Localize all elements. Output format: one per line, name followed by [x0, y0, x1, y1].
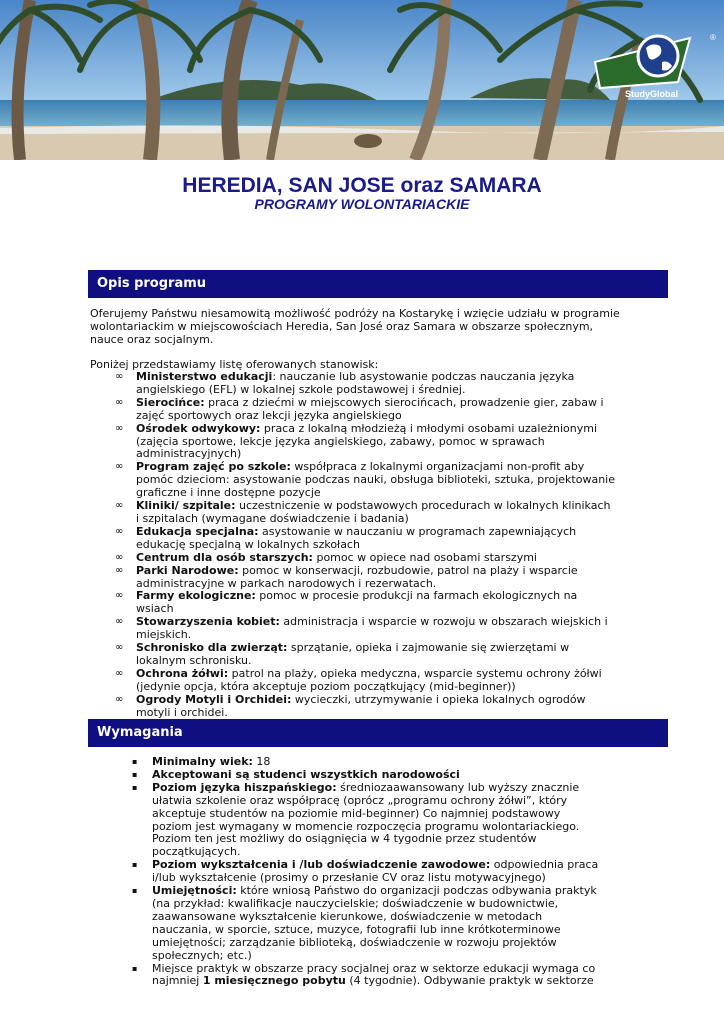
bullet-icon: ▪ — [132, 860, 138, 870]
item-description: 18 — [252, 755, 271, 768]
list-item — [115, 565, 615, 591]
list-item — [115, 642, 615, 668]
list-item — [115, 590, 615, 616]
item-description: średniozaawansowany lub wyższy znacznie ułatwia szkolenie oraz współpracę (oprócz „programu ochrony żółwi”, który akceptuje studentów na poziomie mid-beginner) Co najmniej podstawowy poziom jest wymagany w momencie rozpoczęcia programu wolontariackiego. Poziom ten jest możliwy do osiągnięcia w 4 tygodnie przez studentów początkujących. — [152, 780, 580, 859]
bullet-icon: ∞ — [115, 525, 124, 537]
page-subtitle: PROGRAMY WOLONTARIACKIE — [254, 196, 470, 212]
positions-list-intro: Poniżej przedstawiamy listę oferowanych stanowisk: — [90, 358, 379, 371]
bullet-icon: ∞ — [115, 396, 124, 408]
list-item — [115, 668, 615, 694]
bullet-icon: ▪ — [132, 782, 138, 792]
item-text-before: Miejsce praktyk w obszarze pracy socjalnej oraz w sektorze edukacji wymaga co najmniej — [152, 961, 596, 988]
item-name: Ministerstwo edukacji — [136, 370, 273, 383]
list-item — [131, 859, 601, 885]
item-description: uczestniczenie w podstawowych procedurach w lokalnych klinikach i szpitalach (wymagane doświadczenie i badania) — [136, 499, 611, 525]
bullet-icon: ∞ — [115, 500, 124, 512]
item-description: pomoc w procesie produkcji na farmach ekologicznych na wsiach — [136, 589, 578, 616]
item-name: Umiejętności: — [152, 884, 237, 898]
positions-list — [115, 371, 615, 719]
bullet-icon: ▪ — [132, 757, 138, 766]
item-name: Akceptowani są studenci wszystkich narodowości — [152, 767, 460, 781]
item-name: Kliniki/ szpitale: — [136, 499, 236, 513]
item-name: Poziom wykształcenia i /lub doświadczenie zawodowe: — [152, 858, 491, 872]
list-item — [131, 885, 601, 962]
bullet-icon: ∞ — [115, 422, 124, 434]
section-heading-requirements: Wymagania — [88, 719, 668, 747]
item-name: Ośrodek odwykowy: — [136, 421, 261, 435]
list-item — [115, 423, 615, 462]
list-item — [115, 461, 615, 500]
item-text-bold: 1 miesięcznego pobytu — [202, 974, 346, 988]
item-description: praca z dziećmi w miejscowych sierocińcach, prowadzenie gier, zabaw i zajęć sportowych oraz lekcji języka angielskiego — [136, 395, 604, 422]
list-item — [115, 500, 615, 526]
registered-mark: ® — [710, 33, 716, 42]
item-name: Schronisko dla zwierząt: — [136, 641, 288, 655]
bullet-icon: ∞ — [115, 616, 124, 628]
item-description: odpowiednia praca i/lub wykształcenie (prosimy o przesłanie CV oraz listu motywacyjnego) — [152, 858, 599, 885]
item-name: Ochrona żółwi: — [136, 666, 229, 680]
item-description: pomoc w opiece nad osobami starszymi — [312, 550, 537, 564]
bullet-icon: ∞ — [115, 667, 124, 679]
item-description: wycieczki, utrzymywanie i opieka lokalnych ogrodów motyli i orchidei. — [136, 692, 586, 719]
item-description: patrol na plaży, opieka medyczna, wsparcie systemu ochrony żółwi (jedynie opcja, która akceptuje poziom początkujący (mid-beginner)) — [136, 666, 602, 693]
item-description: praca z lokalną młodzieżą i młodymi osobami uzależnionymi (zajęcia sportowe, lekcje języka angielskiego, zabawy, pomoc w sprawach administracyjnych) — [136, 421, 598, 461]
bullet-icon: ▪ — [132, 886, 138, 896]
list-item — [115, 694, 615, 720]
item-name: Sierocińce: — [136, 395, 205, 409]
page-title: HEREDIA, SAN JOSE oraz SAMARA — [182, 174, 542, 197]
item-description: które wniosą Państwo do organizacji podczas odbywania praktyk (na przykład: kwalifikacje nauczycielskie; doświadczenie w budownictwie, zaawansowane wykształcenie kierunkowe, doświadczenie w metodach nauczania, w sporcie, sztuce, muzyce, fotografii lub inne krótkoterminowe umiejętności; zarządzanie biblioteką, doświadczenie w rozwoju projektów społecznych; etc.) — [152, 884, 597, 962]
bullet-icon: ∞ — [115, 590, 124, 602]
bullet-icon: ▪ — [132, 769, 138, 779]
section-heading-description: Opis programu — [88, 270, 668, 298]
list-item — [115, 616, 615, 642]
beach-palms-image — [0, 0, 724, 160]
bullet-icon: ▪ — [132, 963, 138, 973]
item-description: asystowanie w nauczaniu w programach zapewniających edukację specjalną w lokalnych szkołach — [136, 524, 577, 551]
item-name: Edukacja specjalna: — [136, 524, 259, 538]
item-name: Ogrody Motyli i Orchidei: — [136, 692, 292, 706]
list-item — [115, 397, 615, 423]
program-intro: Oferujemy Państwu niesamowitą możliwość podróży na Kostarykę i wzięcie udziału w programie wolontariackim w miejscowościach Heredia, San José oraz Samara w obszarze społecznym, nauce oraz socjalnym. — [90, 307, 620, 346]
bullet-icon: ∞ — [115, 564, 124, 576]
item-name: Parki Narodowe: — [136, 563, 239, 577]
item-name: Poziom języka hiszpańskiego: — [152, 780, 337, 794]
item-description: administracja i wsparcie w rozwoju w obszarach wiejskich i miejskich. — [136, 615, 608, 642]
list-item — [131, 782, 601, 859]
list-item — [115, 371, 615, 397]
item-name: Centrum dla osób starszych: — [136, 550, 313, 564]
bullet-icon: ∞ — [115, 642, 124, 654]
item-name: Farmy ekologiczne: — [136, 589, 256, 603]
item-name: Program zajęć po szkole: — [136, 460, 291, 474]
bullet-icon: ∞ — [115, 461, 124, 473]
item-name: Stowarzyszenia kobiet: — [136, 615, 280, 629]
list-item — [131, 963, 601, 989]
item-description: współpraca z lokalnymi organizacjami non-profit aby pomóc dzieciom: asystowanie podczas nauki, obsługa biblioteki, sztuka, projektowanie graficzne i inne dostępne pozycje — [136, 460, 615, 500]
bullet-icon: ∞ — [115, 693, 124, 705]
item-text-after: (4 tygodnie). Odbywanie praktyk w sektorze — [345, 974, 594, 988]
item-name: Minimalny wiek: — [152, 755, 253, 768]
header-banner-photo — [0, 0, 724, 160]
item-description: pomoc w konserwacji, rozbudowie, patrol na plaży i wsparcie administracyjne w parkach narodowych i rezerwatach. — [136, 563, 578, 590]
requirements-list — [131, 756, 601, 988]
list-item — [115, 526, 615, 552]
bullet-icon: ∞ — [115, 371, 124, 382]
logo-text: StudyGlobal — [625, 89, 679, 99]
item-description: : nauczanie lub asystowanie podczas nauczania języka angielskiego (EFL) w lokalnej szkole podstawowej i średniej. — [136, 370, 575, 396]
item-description: sprzątanie, opieka i zajmowanie się zwierzętami w lokalnym schronisku. — [136, 641, 570, 667]
bullet-icon: ∞ — [115, 551, 124, 563]
